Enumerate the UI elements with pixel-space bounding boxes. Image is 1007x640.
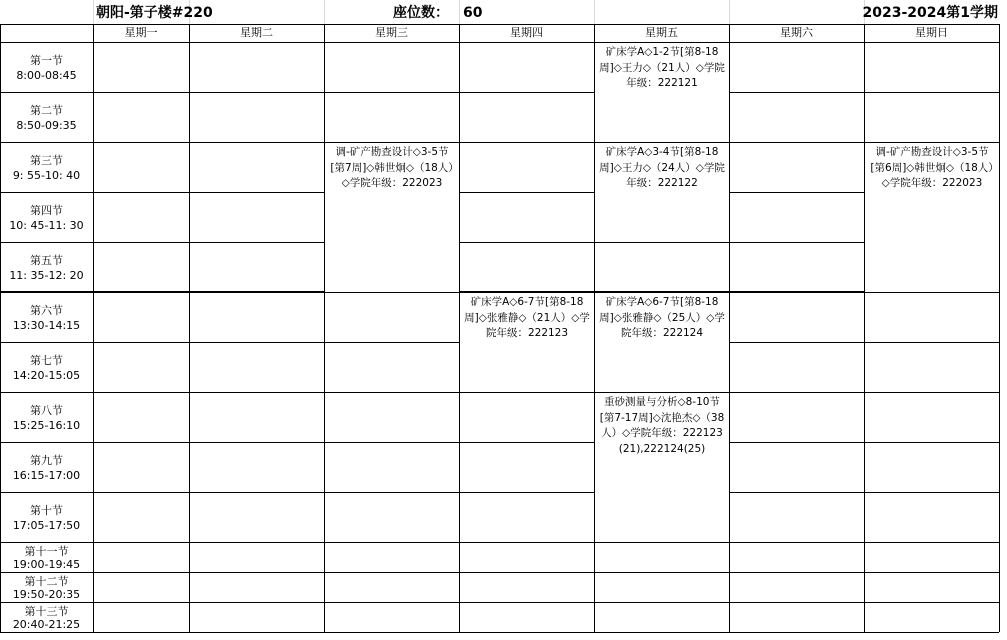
- period-time: 10: 45-11: 30: [9, 218, 84, 232]
- period-time: 20:40-21:25: [12, 617, 81, 631]
- period-label: [0, 573, 93, 602]
- period-label: [0, 493, 93, 542]
- course-block[interactable]: 矿床学A◇6-7节[第8-18周]◇张雅静◇（21人）◇学院年级：222123: [460, 293, 594, 392]
- period-time: 19:50-20:35: [12, 587, 81, 601]
- period-label: [0, 343, 93, 392]
- period-label: [0, 93, 93, 142]
- period-time: 11: 35-12: 20: [9, 268, 84, 282]
- day-header: 星期四: [510, 26, 543, 39]
- period-label: [0, 443, 93, 492]
- period-name: 第三节: [30, 153, 63, 167]
- course-block[interactable]: 矿床学A◇1-2节[第8-18周]◇王力◇（21人）◇学院年级：222121: [595, 43, 729, 142]
- day-header: 星期日: [915, 26, 948, 39]
- room-title: 朝阳-第子楼#220: [96, 5, 213, 21]
- period-name: 第六节: [30, 303, 63, 317]
- term-title: 2023-2024第1学期: [862, 5, 998, 21]
- period-name: 第二节: [30, 103, 63, 117]
- period-name: 第四节: [30, 203, 63, 217]
- period-name: 第九节: [30, 453, 63, 467]
- period-label: [0, 393, 93, 442]
- day-header: 星期五: [645, 26, 678, 39]
- period-time: 19:00-19:45: [12, 557, 81, 571]
- period-name: 第十三节: [24, 604, 69, 618]
- period-time: 9: 55-10: 40: [12, 168, 81, 182]
- period-name: 第一节: [30, 53, 63, 67]
- period-time: 13:30-14:15: [12, 318, 81, 332]
- period-time: 16:15-17:00: [12, 468, 81, 482]
- seats-value: 60: [463, 5, 483, 21]
- period-label: [0, 193, 93, 242]
- period-label: [0, 43, 93, 92]
- course-block[interactable]: 矿床学A◇6-7节[第8-18周]◇张雅静◇（25人）◇学院年级：222124: [595, 293, 729, 392]
- course-block[interactable]: 重砂测量与分析◇8-10节[第7-17周]◇沈艳杰◇（38人）◇学院年级：222123(21),222124(25): [595, 393, 729, 542]
- period-time: 8:50-09:35: [16, 118, 77, 132]
- day-header: 星期三: [375, 26, 408, 39]
- period-time: 15:25-16:10: [12, 418, 81, 432]
- day-header: 星期二: [240, 26, 273, 39]
- day-header: 星期一: [124, 26, 158, 39]
- course-block[interactable]: 矿床学A◇3-4节[第8-18周]◇王力◇（24人）◇学院年级：222122: [595, 143, 729, 242]
- period-name: 第五节: [30, 253, 63, 267]
- period-label: [0, 603, 93, 632]
- period-name: 第八节: [30, 403, 63, 417]
- period-label: [0, 143, 93, 192]
- course-block[interactable]: 调-矿产勘查设计◇3-5节[第6周]◇韩世炯◇（18人）◇学院年级：222023: [865, 143, 999, 292]
- period-name: 第七节: [30, 353, 63, 367]
- period-label: [0, 293, 93, 342]
- day-header: 星期六: [780, 26, 813, 39]
- period-name: 第十节: [30, 503, 63, 517]
- period-name: 第十一节: [24, 544, 69, 558]
- period-time: 8:00-08:45: [16, 68, 77, 82]
- period-label: [0, 243, 93, 292]
- period-time: 14:20-15:05: [12, 368, 81, 382]
- period-name: 第十二节: [24, 574, 69, 588]
- period-label: [0, 543, 93, 572]
- course-block[interactable]: 调-矿产勘查设计◇3-5节[第7周]◇韩世炯◇（18人）◇学院年级：222023: [325, 143, 459, 292]
- period-time: 17:05-17:50: [12, 518, 81, 532]
- seats-label: 座位数：: [393, 5, 449, 21]
